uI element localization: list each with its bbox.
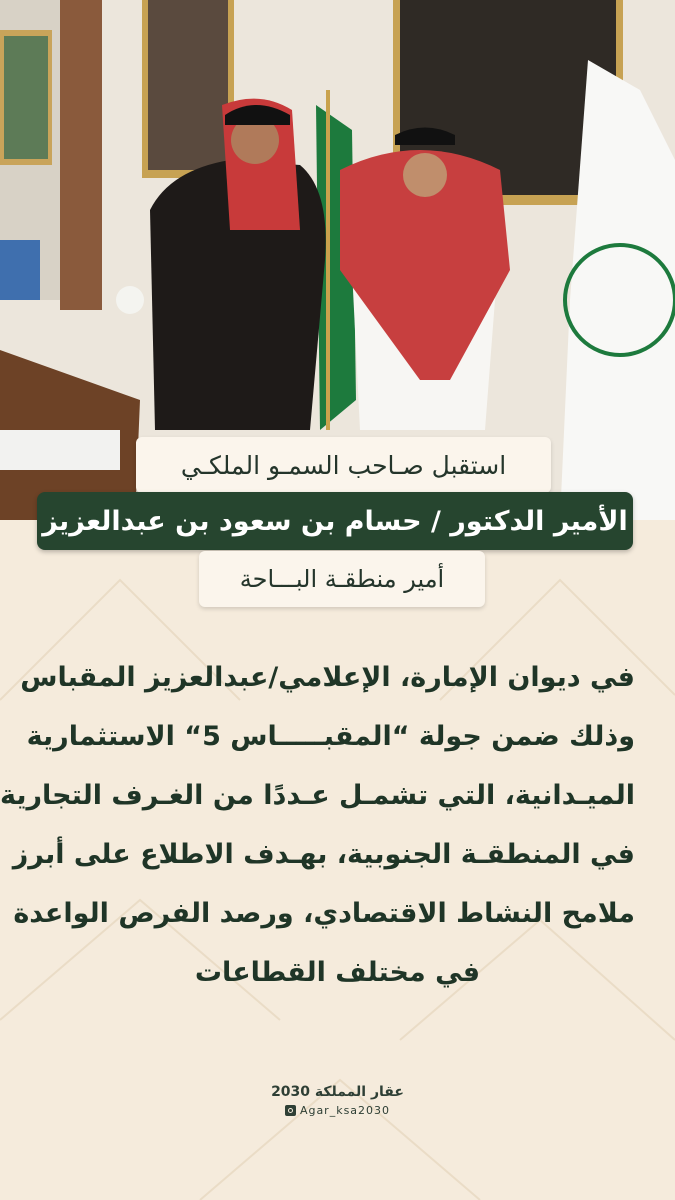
instagram-icon bbox=[285, 1105, 296, 1116]
footer bbox=[0, 1084, 675, 1120]
title-banner-3 bbox=[199, 551, 485, 607]
title-banner-1 bbox=[136, 437, 551, 493]
brand-name: عقار المملكة 2030 bbox=[271, 1084, 404, 1100]
article-body bbox=[0, 648, 635, 1002]
social-handle: Agar_ksa2030 bbox=[299, 1104, 391, 1117]
social-handle-row bbox=[285, 1104, 390, 1117]
title-line-3: أمير منطقـة البـــاحة bbox=[239, 565, 445, 593]
title-line-1: استقبل صـاحب السمـو الملكـي bbox=[180, 450, 507, 480]
body-line: في المنطقـة الجنوبية، بهـدف الاطلاع على أبرز bbox=[12, 839, 635, 870]
body-line: ملامح النشاط الاقتصادي، ورصد الفرص الواعدة bbox=[13, 898, 635, 929]
body-line: وذلك ضمن جولة “المقبـــــاس 5“ الاستثمارية bbox=[26, 721, 635, 752]
title-line-2: الأمير الدكتور / حسام بن سعود بن عبدالعزيز bbox=[42, 505, 628, 537]
title-banner-2 bbox=[37, 492, 633, 550]
body-line: الميـدانية، التي تشمـل عـددًا من الغـرف التجارية bbox=[0, 780, 635, 811]
body-line: في مختلف القطاعات bbox=[194, 957, 481, 988]
body-line: في ديوان الإمارة، الإعلامي/عبدالعزيز المقباس bbox=[20, 662, 635, 693]
